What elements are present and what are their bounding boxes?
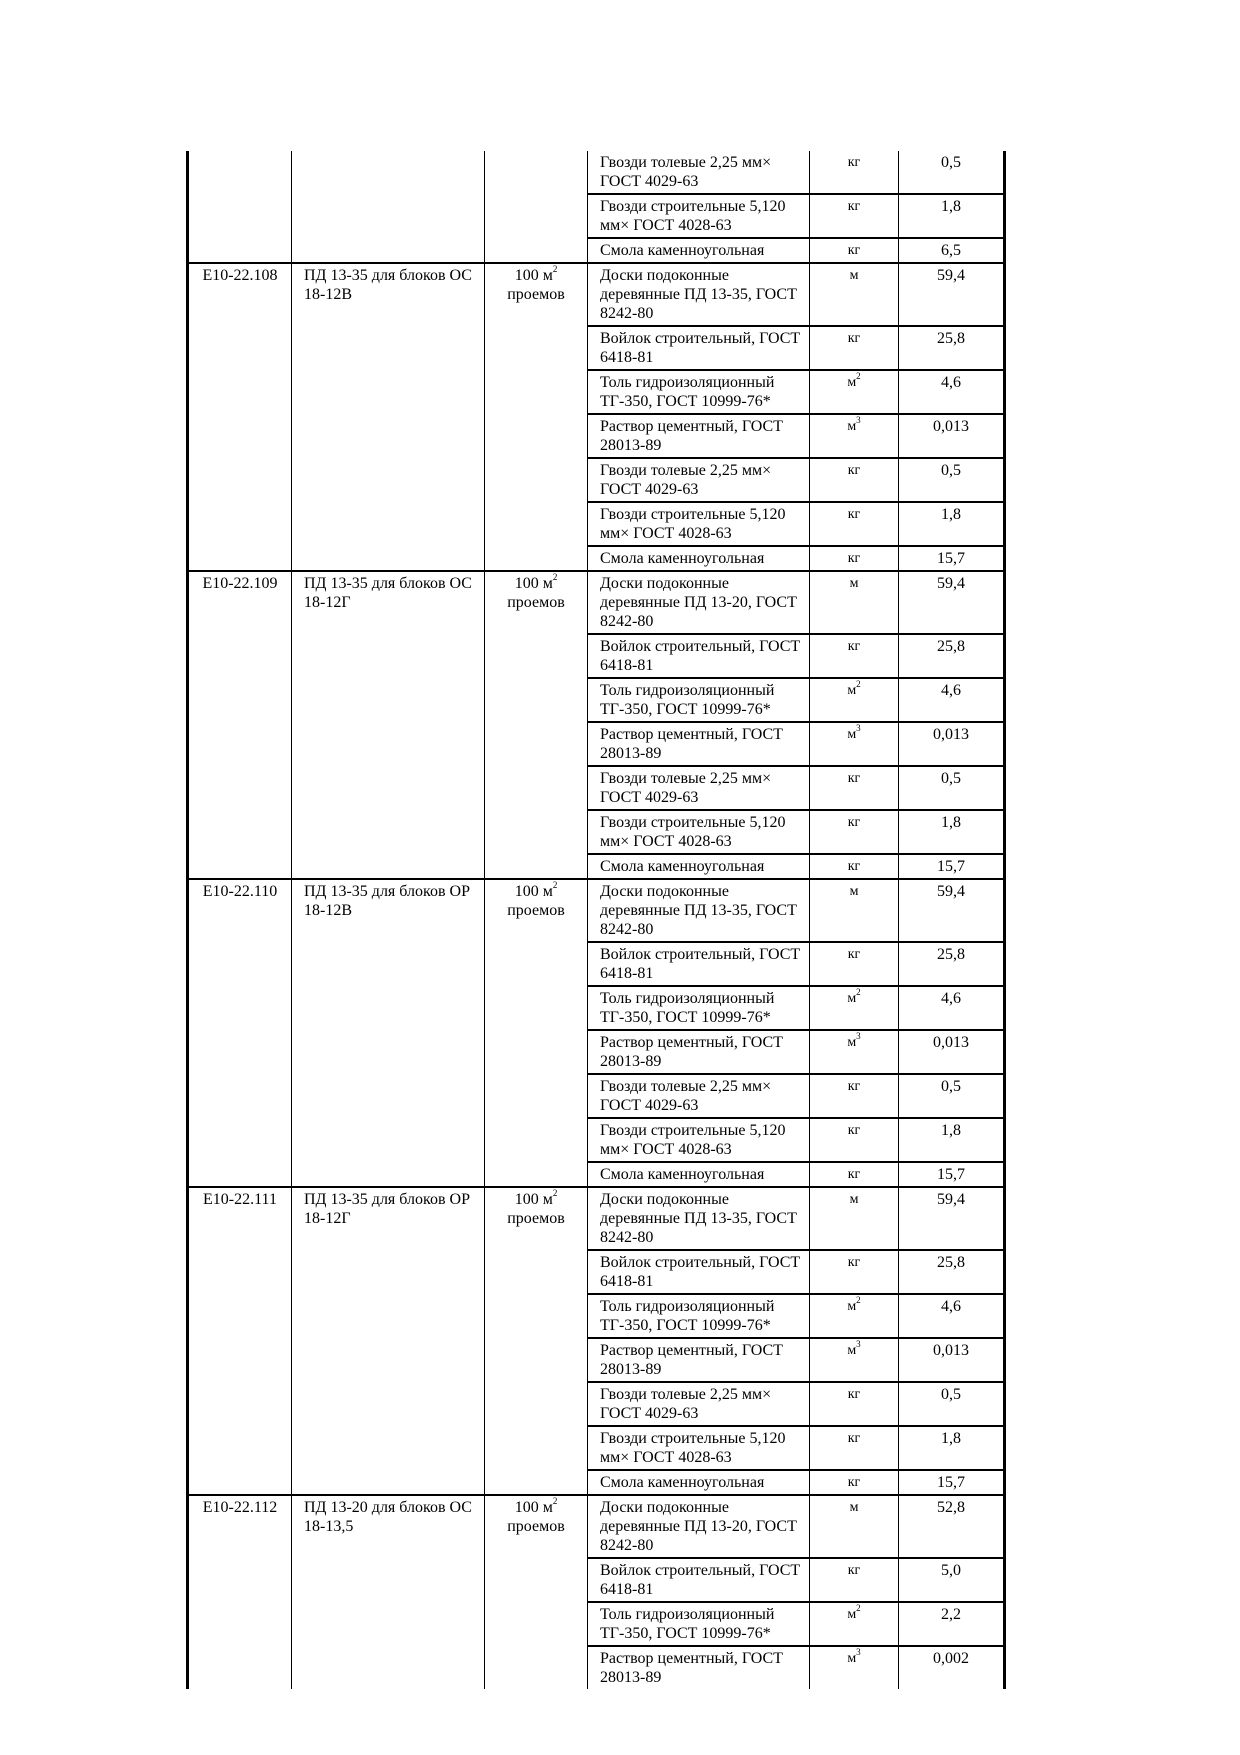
material-name: Гвозди строительные 5,120 мм× ГОСТ 4028-63 — [588, 502, 810, 546]
measure-unit — [810, 1118, 899, 1162]
material-name: Войлок строительный, ГОСТ 6418-81 — [588, 634, 810, 678]
consumption-value: 59,4 — [899, 263, 1005, 326]
consumption-value: 2,2 — [899, 1602, 1005, 1646]
measure-unit — [810, 370, 899, 414]
material-name: Доски подоконные деревянные ПД 13-35, ГОСТ 8242-80 — [588, 1187, 810, 1250]
norm-unit-main: 100 м — [514, 1499, 553, 1516]
measure-unit-main: м — [847, 419, 857, 434]
measure-unit-main: м — [847, 375, 857, 390]
material-name: Гвозди строительные 5,120 мм× ГОСТ 4028-63 — [588, 810, 810, 854]
measure-unit — [810, 1074, 899, 1118]
measure-unit-main: кг — [847, 859, 861, 874]
norm-unit-suffix: проемов — [507, 902, 565, 919]
measure-unit-main: м — [847, 1651, 857, 1666]
consumption-value: 59,4 — [899, 571, 1005, 634]
material-name: Гвозди строительные 5,120 мм× ГОСТ 4028-63 — [588, 1426, 810, 1470]
measure-unit-main: кг — [847, 771, 861, 786]
material-name: Раствор цементный, ГОСТ 28013-89 — [588, 1338, 810, 1382]
norm-unit — [485, 879, 588, 1187]
measure-unit-exponent: 3 — [856, 415, 861, 425]
measure-unit — [810, 546, 899, 571]
measure-unit-main: м — [847, 991, 857, 1006]
consumption-value: 1,8 — [899, 502, 1005, 546]
material-name: Раствор цементный, ГОСТ 28013-89 — [588, 1646, 810, 1689]
norm-unit-suffix: проемов — [507, 1210, 565, 1227]
material-name: Гвозди строительные 5,120 мм× ГОСТ 4028-63 — [588, 1118, 810, 1162]
measure-unit — [810, 151, 899, 194]
measure-unit — [810, 942, 899, 986]
norms-table-page — [186, 151, 1003, 1689]
material-name: Смола каменноугольная — [588, 238, 810, 263]
measure-unit-main: кг — [847, 1431, 861, 1446]
material-name: Доски подоконные деревянные ПД 13-35, ГОСТ 8242-80 — [588, 879, 810, 942]
norm-name — [292, 151, 485, 263]
norm-unit-suffix: проемов — [507, 1518, 565, 1535]
material-name: Войлок строительный, ГОСТ 6418-81 — [588, 942, 810, 986]
measure-unit-main: м — [849, 884, 859, 899]
table-row — [188, 151, 1005, 194]
norm-unit-exponent: 2 — [552, 880, 558, 890]
norm-name: ПД 13-35 для блоков ОР 18-12В — [292, 879, 485, 1187]
consumption-value: 1,8 — [899, 194, 1005, 238]
measure-unit — [810, 1294, 899, 1338]
measure-unit-main: м — [849, 268, 859, 283]
norm-name: ПД 13-35 для блоков ОС 18-12В — [292, 263, 485, 571]
measure-unit — [810, 458, 899, 502]
material-name: Толь гидроизоляционный ТГ-350, ГОСТ 10999-76* — [588, 678, 810, 722]
norm-unit-exponent: 2 — [552, 264, 558, 274]
measure-unit-main: кг — [847, 507, 861, 522]
measure-unit-exponent: 2 — [856, 1603, 861, 1613]
measure-unit — [810, 502, 899, 546]
norm-unit-exponent: 2 — [552, 572, 558, 582]
consumption-value: 1,8 — [899, 1118, 1005, 1162]
measure-unit — [810, 810, 899, 854]
consumption-value: 0,5 — [899, 1074, 1005, 1118]
measure-unit-exponent: 3 — [856, 1339, 861, 1349]
measure-unit-main: кг — [847, 1255, 861, 1270]
measure-unit — [810, 1426, 899, 1470]
consumption-value: 52,8 — [899, 1495, 1005, 1558]
measure-unit — [810, 1030, 899, 1074]
norm-unit-suffix: проемов — [507, 286, 565, 303]
norm-code: Е10-22.108 — [188, 263, 292, 571]
consumption-value: 0,5 — [899, 151, 1005, 194]
measure-unit — [810, 1187, 899, 1250]
consumption-value: 1,8 — [899, 1426, 1005, 1470]
norm-unit-exponent: 2 — [552, 1496, 558, 1506]
material-name: Гвозди толевые 2,25 мм× ГОСТ 4029-63 — [588, 766, 810, 810]
measure-unit-main: кг — [847, 1475, 861, 1490]
material-name: Толь гидроизоляционный ТГ-350, ГОСТ 10999-76* — [588, 986, 810, 1030]
consumption-value: 0,013 — [899, 414, 1005, 458]
measure-unit-exponent: 2 — [856, 1295, 861, 1305]
measure-unit — [810, 1602, 899, 1646]
measure-unit-main: кг — [847, 639, 861, 654]
norm-unit-main: 100 м — [514, 267, 553, 284]
consumption-value: 6,5 — [899, 238, 1005, 263]
material-name: Гвозди толевые 2,25 мм× ГОСТ 4029-63 — [588, 1382, 810, 1426]
measure-unit-main: м — [847, 1343, 857, 1358]
material-name: Доски подоконные деревянные ПД 13-20, ГОСТ 8242-80 — [588, 571, 810, 634]
norm-code: Е10-22.111 — [188, 1187, 292, 1495]
measure-unit-main: кг — [847, 155, 861, 170]
consumption-value: 15,7 — [899, 1470, 1005, 1495]
measure-unit-main: м — [847, 683, 857, 698]
material-name: Гвозди толевые 2,25 мм× ГОСТ 4029-63 — [588, 1074, 810, 1118]
measure-unit-exponent: 2 — [856, 371, 861, 381]
measure-unit — [810, 263, 899, 326]
norm-code: Е10-22.110 — [188, 879, 292, 1187]
norm-code: Е10-22.112 — [188, 1495, 292, 1689]
consumption-value: 15,7 — [899, 1162, 1005, 1187]
material-name: Смола каменноугольная — [588, 854, 810, 879]
measure-unit-main: м — [847, 727, 857, 742]
norm-name: ПД 13-35 для блоков ОР 18-12Г — [292, 1187, 485, 1495]
table-row — [188, 1495, 1005, 1558]
material-name: Толь гидроизоляционный ТГ-350, ГОСТ 10999-76* — [588, 1602, 810, 1646]
measure-unit — [810, 854, 899, 879]
consumption-value: 25,8 — [899, 326, 1005, 370]
measure-unit-main: м — [847, 1299, 857, 1314]
measure-unit — [810, 238, 899, 263]
material-name: Войлок строительный, ГОСТ 6418-81 — [588, 326, 810, 370]
norm-code: Е10-22.109 — [188, 571, 292, 879]
measure-unit-exponent: 2 — [856, 679, 861, 689]
measure-unit — [810, 1495, 899, 1558]
material-name: Гвозди строительные 5,120 мм× ГОСТ 4028-63 — [588, 194, 810, 238]
material-name: Раствор цементный, ГОСТ 28013-89 — [588, 1030, 810, 1074]
norm-unit — [485, 571, 588, 879]
measure-unit — [810, 678, 899, 722]
measure-unit — [810, 1558, 899, 1602]
consumption-value: 59,4 — [899, 1187, 1005, 1250]
measure-unit — [810, 326, 899, 370]
measure-unit-main: м — [849, 1192, 859, 1207]
measure-unit-main: кг — [847, 947, 861, 962]
norm-unit-exponent: 2 — [552, 1188, 558, 1198]
measure-unit-main: кг — [847, 331, 861, 346]
measure-unit-main: м — [849, 1500, 859, 1515]
consumption-value: 0,013 — [899, 722, 1005, 766]
measure-unit-main: кг — [847, 1079, 861, 1094]
measure-unit-exponent: 3 — [856, 1031, 861, 1041]
norm-unit — [485, 1187, 588, 1495]
consumption-value: 0,002 — [899, 1646, 1005, 1689]
norm-unit-main: 100 м — [514, 883, 553, 900]
norm-unit — [485, 263, 588, 571]
measure-unit — [810, 571, 899, 634]
measure-unit — [810, 1382, 899, 1426]
table-row — [188, 1187, 1005, 1250]
measure-unit — [810, 1646, 899, 1689]
measure-unit — [810, 1162, 899, 1187]
material-name: Раствор цементный, ГОСТ 28013-89 — [588, 722, 810, 766]
norm-name: ПД 13-35 для блоков ОС 18-12Г — [292, 571, 485, 879]
material-name: Толь гидроизоляционный ТГ-350, ГОСТ 10999-76* — [588, 1294, 810, 1338]
measure-unit — [810, 414, 899, 458]
measure-unit — [810, 766, 899, 810]
consumption-value: 25,8 — [899, 634, 1005, 678]
measure-unit-exponent: 3 — [856, 723, 861, 733]
measure-unit — [810, 722, 899, 766]
material-name: Раствор цементный, ГОСТ 28013-89 — [588, 414, 810, 458]
consumption-value: 0,013 — [899, 1338, 1005, 1382]
norms-table — [186, 151, 1006, 1689]
norms-table-body — [188, 151, 1005, 1689]
measure-unit-exponent: 2 — [856, 987, 861, 997]
consumption-value: 5,0 — [899, 1558, 1005, 1602]
material-name: Войлок строительный, ГОСТ 6418-81 — [588, 1250, 810, 1294]
consumption-value: 4,6 — [899, 678, 1005, 722]
material-name: Доски подоконные деревянные ПД 13-20, ГОСТ 8242-80 — [588, 1495, 810, 1558]
consumption-value: 0,013 — [899, 1030, 1005, 1074]
consumption-value: 15,7 — [899, 546, 1005, 571]
measure-unit — [810, 879, 899, 942]
consumption-value: 0,5 — [899, 458, 1005, 502]
material-name: Смола каменноугольная — [588, 1470, 810, 1495]
measure-unit-main: кг — [847, 1387, 861, 1402]
material-name: Гвозди толевые 2,25 мм× ГОСТ 4029-63 — [588, 151, 810, 194]
measure-unit-main: кг — [847, 551, 861, 566]
norm-name: ПД 13-20 для блоков ОС 18-13,5 — [292, 1495, 485, 1689]
consumption-value: 4,6 — [899, 1294, 1005, 1338]
measure-unit — [810, 986, 899, 1030]
consumption-value: 25,8 — [899, 942, 1005, 986]
consumption-value: 0,5 — [899, 766, 1005, 810]
measure-unit-main: кг — [847, 243, 861, 258]
norm-unit — [485, 1495, 588, 1689]
measure-unit-main: кг — [847, 815, 861, 830]
measure-unit — [810, 194, 899, 238]
measure-unit-main: кг — [847, 199, 861, 214]
table-row — [188, 879, 1005, 942]
measure-unit-exponent: 3 — [856, 1647, 861, 1657]
material-name: Гвозди толевые 2,25 мм× ГОСТ 4029-63 — [588, 458, 810, 502]
material-name: Войлок строительный, ГОСТ 6418-81 — [588, 1558, 810, 1602]
measure-unit-main: кг — [847, 1563, 861, 1578]
measure-unit-main: кг — [847, 1167, 861, 1182]
measure-unit-main: кг — [847, 1123, 861, 1138]
measure-unit — [810, 1250, 899, 1294]
material-name: Смола каменноугольная — [588, 1162, 810, 1187]
norm-code — [188, 151, 292, 263]
consumption-value: 25,8 — [899, 1250, 1005, 1294]
measure-unit-main: м — [847, 1035, 857, 1050]
measure-unit-main: кг — [847, 463, 861, 478]
measure-unit — [810, 634, 899, 678]
table-row — [188, 571, 1005, 634]
material-name: Доски подоконные деревянные ПД 13-35, ГОСТ 8242-80 — [588, 263, 810, 326]
material-name: Толь гидроизоляционный ТГ-350, ГОСТ 10999-76* — [588, 370, 810, 414]
norm-unit-main: 100 м — [514, 575, 553, 592]
consumption-value: 4,6 — [899, 986, 1005, 1030]
consumption-value: 4,6 — [899, 370, 1005, 414]
measure-unit-main: м — [847, 1607, 857, 1622]
consumption-value: 0,5 — [899, 1382, 1005, 1426]
material-name: Смола каменноугольная — [588, 546, 810, 571]
measure-unit — [810, 1470, 899, 1495]
norm-unit-suffix: проемов — [507, 594, 565, 611]
measure-unit — [810, 1338, 899, 1382]
consumption-value: 59,4 — [899, 879, 1005, 942]
measure-unit-main: м — [849, 576, 859, 591]
consumption-value: 15,7 — [899, 854, 1005, 879]
norm-unit-main: 100 м — [514, 1191, 553, 1208]
norm-unit — [485, 151, 588, 263]
consumption-value: 1,8 — [899, 810, 1005, 854]
table-row — [188, 263, 1005, 326]
